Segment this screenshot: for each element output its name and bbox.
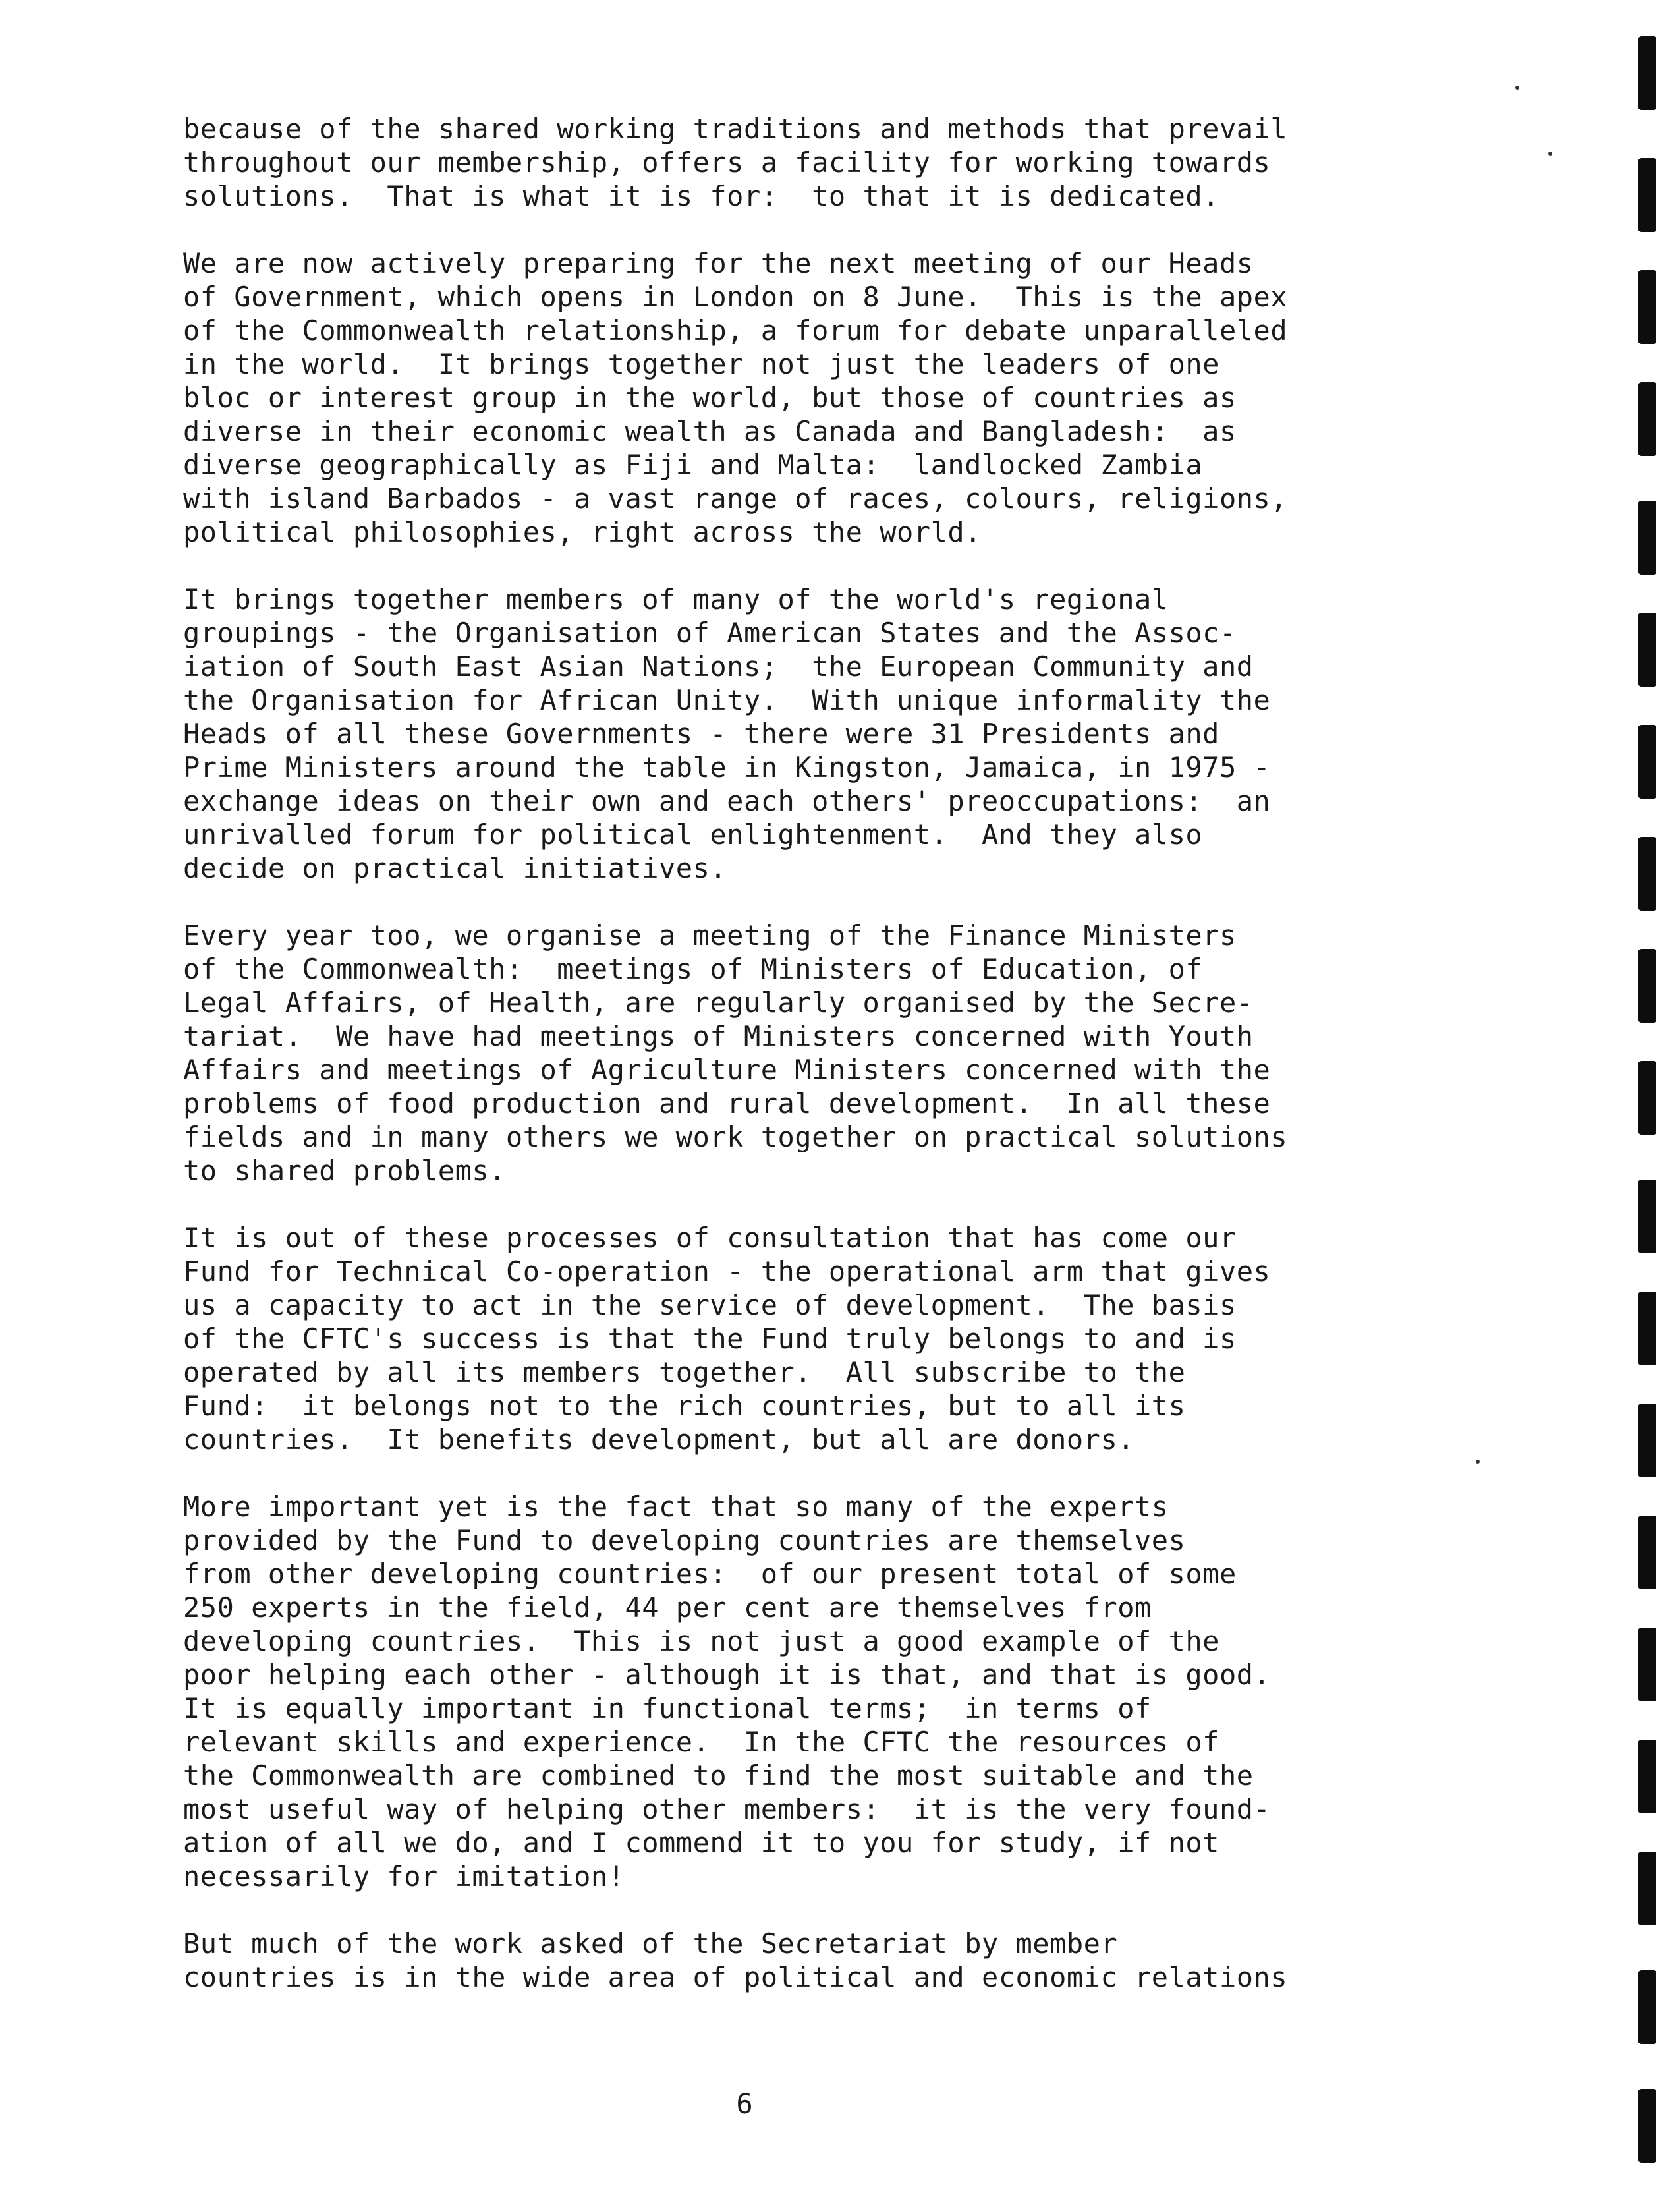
text-line: from other developing countries: of our present total of some <box>183 1558 1237 1590</box>
body-text <box>183 112 1514 2028</box>
binding-hole <box>1638 1061 1656 1135</box>
text-line: provided by the Fund to developing countries are themselves <box>183 1524 1186 1556</box>
binding-hole <box>1638 1970 1656 2044</box>
binding-hole <box>1638 613 1656 687</box>
text-line: Prime Ministers around the table in Kingston, Jamaica, in 1975 - <box>183 751 1271 783</box>
text-line: countries is in the wide area of political and economic relations <box>183 1961 1288 1993</box>
paragraph-2 <box>183 246 1514 549</box>
paragraph-4 <box>183 919 1514 1187</box>
text-line: More important yet is the fact that so many of the experts <box>183 1491 1169 1523</box>
binding-hole <box>1638 36 1656 110</box>
text-line: to shared problems. <box>183 1154 506 1187</box>
text-line: solutions. That is what it is for: to that it is dedicated. <box>183 180 1219 212</box>
binding-hole <box>1638 1404 1656 1477</box>
text-line: in the world. It brings together not just the leaders of one <box>183 348 1219 380</box>
text-line: It brings together members of many of the world's regional <box>183 583 1169 615</box>
text-line: political philosophies, right across the world. <box>183 516 982 548</box>
text-line: We are now actively preparing for the next meeting of our Heads <box>183 247 1254 279</box>
text-line: diverse in their economic wealth as Canada and Bangladesh: as <box>183 415 1237 447</box>
paragraph-7 <box>183 1927 1514 1994</box>
text-line: developing countries. This is not just a good example of the <box>183 1625 1219 1657</box>
text-line: 250 experts in the field, 44 per cent are themselves from <box>183 1591 1152 1624</box>
binding-hole <box>1638 1628 1656 1701</box>
text-line: groupings - the Organisation of American States and the Assoc- <box>183 617 1237 649</box>
text-line: exchange ideas on their own and each others' preoccupations: an <box>183 785 1271 817</box>
text-line: iation of South East Asian Nations; the European Community and <box>183 650 1254 683</box>
text-line: fields and in many others we work together on practical solutions <box>183 1121 1288 1153</box>
binding-hole <box>1638 382 1656 456</box>
text-line: because of the shared working traditions and methods that prevail <box>183 113 1288 145</box>
text-line: most useful way of helping other members: it is the very found- <box>183 1793 1271 1825</box>
paragraph-5 <box>183 1221 1514 1456</box>
binding-hole <box>1638 837 1656 911</box>
text-line: tariat. We have had meetings of Ministers concerned with Youth <box>183 1020 1254 1052</box>
text-line: throughout our membership, offers a facility for working towards <box>183 146 1271 179</box>
text-line: countries. It benefits development, but all are donors. <box>183 1423 1135 1456</box>
text-line: diverse geographically as Fiji and Malta: landlocked Zambia <box>183 449 1203 481</box>
binding-hole <box>1638 1180 1656 1253</box>
text-line: of the Commonwealth: meetings of Ministers of Education, of <box>183 953 1203 985</box>
text-line: It is equally important in functional terms; in terms of <box>183 1692 1152 1724</box>
binding-hole <box>1638 1740 1656 1813</box>
page-number: 6 <box>736 2088 753 2120</box>
binding-holes <box>1608 0 1680 2191</box>
binding-hole <box>1638 725 1656 799</box>
scan-speck <box>1515 86 1519 90</box>
paragraph-6 <box>183 1490 1514 1893</box>
text-line: Fund for Technical Co-operation - the operational arm that gives <box>183 1255 1271 1288</box>
text-line: It is out of these processes of consultation that has come our <box>183 1222 1237 1254</box>
paragraph-1 <box>183 112 1514 213</box>
text-line: Heads of all these Governments - there were 31 Presidents and <box>183 718 1219 750</box>
text-line: the Organisation for African Unity. With unique informality the <box>183 684 1271 716</box>
text-line: Legal Affairs, of Health, are regularly organised by the Secre- <box>183 986 1254 1019</box>
text-line: the Commonwealth are combined to find the most suitable and the <box>183 1759 1254 1792</box>
scan-speck <box>1476 1460 1480 1464</box>
binding-hole <box>1638 949 1656 1023</box>
binding-hole <box>1638 1852 1656 1925</box>
text-line: poor helping each other - although it is that, and that is good. <box>183 1659 1271 1691</box>
text-line: unrivalled forum for political enlightenment. And they also <box>183 818 1203 851</box>
text-line: operated by all its members together. All subscribe to the <box>183 1356 1186 1388</box>
binding-hole <box>1638 2089 1656 2163</box>
text-line: with island Barbados - a vast range of races, colours, religions, <box>183 482 1288 515</box>
binding-hole <box>1638 501 1656 575</box>
text-line: ation of all we do, and I commend it to you for study, if not <box>183 1827 1219 1859</box>
text-line: Affairs and meetings of Agriculture Ministers concerned with the <box>183 1054 1271 1086</box>
binding-hole <box>1638 1292 1656 1365</box>
text-line: of the CFTC's success is that the Fund truly belongs to and is <box>183 1323 1237 1355</box>
paragraph-3 <box>183 583 1514 885</box>
text-line: Every year too, we organise a meeting of the Finance Ministers <box>183 919 1237 952</box>
text-line: of Government, which opens in London on 8 June. This is the apex <box>183 281 1288 313</box>
text-line: of the Commonwealth relationship, a forum for debate unparalleled <box>183 314 1288 347</box>
binding-hole <box>1638 1516 1656 1589</box>
text-line: But much of the work asked of the Secretariat by member <box>183 1927 1118 1960</box>
text-line: decide on practical initiatives. <box>183 852 727 884</box>
scan-speck <box>1548 152 1552 156</box>
text-line: Fund: it belongs not to the rich countries, but to all its <box>183 1390 1186 1422</box>
binding-hole <box>1638 158 1656 232</box>
text-line: relevant skills and experience. In the CFTC the resources of <box>183 1726 1219 1758</box>
text-line: us a capacity to act in the service of development. The basis <box>183 1289 1237 1321</box>
binding-hole <box>1638 270 1656 344</box>
text-line: necessarily for imitation! <box>183 1860 625 1892</box>
text-line: bloc or interest group in the world, but those of countries as <box>183 382 1237 414</box>
text-line: problems of food production and rural development. In all these <box>183 1087 1271 1120</box>
